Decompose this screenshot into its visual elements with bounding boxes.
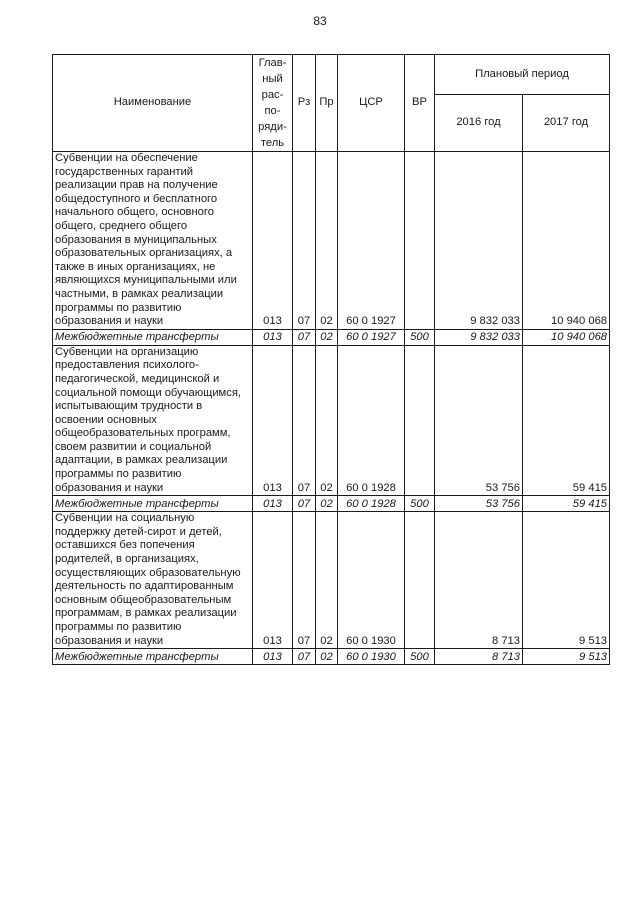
row-amount-2017: 10 940 068 <box>523 329 610 345</box>
header-grbs-line: по- <box>264 105 281 117</box>
row-amount-2017: 59 415 <box>523 345 610 496</box>
header-vr: ВР <box>405 55 435 152</box>
table-row <box>53 152 610 330</box>
row-amount-2016: 53 756 <box>435 345 523 496</box>
row-pr: 02 <box>316 649 338 665</box>
header-year-2016: 2016 год <box>435 94 523 151</box>
row-amount-2016: 8 713 <box>435 649 523 665</box>
header-grbs-line: рас- <box>261 89 284 101</box>
header-rz: Рз <box>293 55 316 152</box>
row-rz: 07 <box>293 649 316 665</box>
row-vr: 500 <box>405 649 435 665</box>
header-planned-period: Плановый период <box>435 55 610 95</box>
row-amount-2017: 10 940 068 <box>523 152 610 330</box>
row-amount-2017: 59 415 <box>523 496 610 512</box>
row-pr: 02 <box>316 152 338 330</box>
row-vr <box>405 512 435 649</box>
row-grbs: 013 <box>253 512 293 649</box>
row-grbs: 013 <box>253 496 293 512</box>
row-csr: 60 0 1928 <box>338 496 405 512</box>
row-name: Межбюджетные трансферты <box>53 329 253 345</box>
table-row-transfer <box>53 649 610 665</box>
row-name: Межбюджетные трансферты <box>53 496 253 512</box>
row-rz: 07 <box>293 329 316 345</box>
row-grbs: 013 <box>253 649 293 665</box>
row-csr: 60 0 1930 <box>338 512 405 649</box>
row-amount-2016: 9 832 033 <box>435 152 523 330</box>
header-grbs-line: тель <box>260 137 285 149</box>
row-amount-2016: 9 832 033 <box>435 329 523 345</box>
row-amount-2016: 8 713 <box>435 512 523 649</box>
row-csr: 60 0 1927 <box>338 152 405 330</box>
row-rz: 07 <box>293 152 316 330</box>
header-name: Наименование <box>53 55 253 152</box>
row-csr: 60 0 1930 <box>338 649 405 665</box>
row-name: Субвенции на обеспечение государственных гарантий реализации прав на получение общедоступного и бесплатного начального общего, основного общего, среднего общего образования в муниципальных образовательных организациях, а также в иных организациях, не являющихся муниципальными или частными, в рамках реализации программы по развитию образования и науки <box>53 152 253 330</box>
header-year-2017: 2017 год <box>523 94 610 151</box>
table-row-transfer <box>53 329 610 345</box>
row-pr: 02 <box>316 345 338 496</box>
table-row-transfer <box>53 496 610 512</box>
header-grbs-line: ряди- <box>258 121 287 133</box>
row-grbs: 013 <box>253 345 293 496</box>
row-csr: 60 0 1927 <box>338 329 405 345</box>
table-row <box>53 512 610 649</box>
header-grbs-line: Глав- <box>258 57 287 69</box>
header-grbs-line: ный <box>262 73 283 85</box>
row-vr: 500 <box>405 329 435 345</box>
row-amount-2017: 9 513 <box>523 649 610 665</box>
table-row <box>53 345 610 496</box>
row-rz: 07 <box>293 512 316 649</box>
row-rz: 07 <box>293 496 316 512</box>
row-pr: 02 <box>316 512 338 649</box>
row-pr: 02 <box>316 496 338 512</box>
page-number: 83 <box>313 14 327 28</box>
row-vr <box>405 345 435 496</box>
header-row <box>53 55 610 95</box>
row-vr <box>405 152 435 330</box>
row-vr: 500 <box>405 496 435 512</box>
row-name: Субвенции на организацию предоставления психолого-педагогической, медицинской и социальной помощи обучающимся, испытывающим трудности в освоении основных общеобразовательных программ, своем развитии и социальной адаптации, в рамках реализации программы по развитию образования и науки <box>53 345 253 496</box>
header-csr: ЦСР <box>338 55 405 152</box>
row-csr: 60 0 1928 <box>338 345 405 496</box>
row-pr: 02 <box>316 329 338 345</box>
row-rz: 07 <box>293 345 316 496</box>
row-name: Субвенции на социальную поддержку детей-сирот и детей, оставшихся без попечения родителей, в организациях, осуществляющих образовательную деятельность по адаптированным основным общеобразовательным программам, в рамках реализации программы по развитию образования и науки <box>53 512 253 649</box>
header-grbs <box>253 55 293 152</box>
header-pr: Пр <box>316 55 338 152</box>
row-grbs: 013 <box>253 329 293 345</box>
budget-table <box>52 54 610 665</box>
row-name: Межбюджетные трансферты <box>53 649 253 665</box>
row-grbs: 013 <box>253 152 293 330</box>
row-amount-2016: 53 756 <box>435 496 523 512</box>
row-amount-2017: 9 513 <box>523 512 610 649</box>
